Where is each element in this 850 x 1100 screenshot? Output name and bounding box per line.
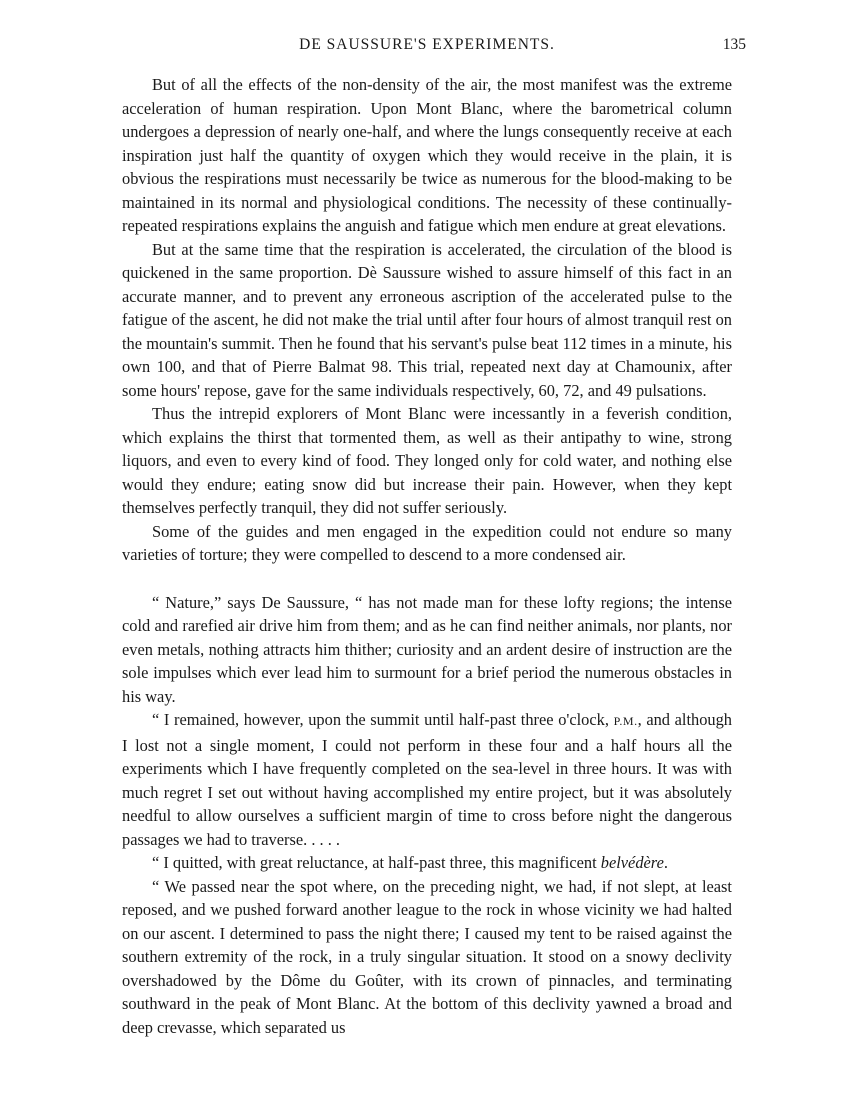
- body-text: [122, 73, 732, 1039]
- quote-quitted: [122, 851, 732, 875]
- quote-nature: “ Nature,” says De Saussure, “ has not made man for these lofty regions; the intense cold and rarefied air drive him from them; and as he can find neither animals, nor plants, nor even metals, nothing attracts him thither; curiosity and an ardent desire of instruction are the sole impulses which ever lead him to surmount for a brief period the numerous obstacles in his way.: [122, 592, 732, 706]
- quote-remained-summit: [122, 708, 732, 851]
- paragraph-guides-descend: Some of the guides and men engaged in the expedition could not endure so many varieties of torture; they were compelled to descend to a more condensed air.: [122, 521, 732, 564]
- quote-remained-text-b: , and although I lost not a single moment, I could not perform in these four and a half hours all the experiments which I have frequently completed on the sea-level in three hours. It was with much regret I set out without having accomplished my entire project, but it was absolutely needful to allow ourselves a sufficient margin of time to cross before night the dangerous passages we had to traverse. . . . .: [122, 710, 732, 849]
- paragraph-circulation: But at the same time that the respiration is accelerated, the circulation of the blood is quickened in the same proportion. Dè Saussure wished to assure himself of this fact in an accurate manner, and to prevent any erroneous ascription of the accelerated pulse to the fatigue of the ascent, he did not make the trial until after four hours of almost tranquil rest on the mountain's summit. Then he found that his servant's pulse beat 112 times in a minute, his own 100, and that of Pierre Balmat 98. This trial, repeated next day at Chamounix, after some hours' repose, gave for the same individuals respectively, 60, 72, and 49 pulsations.: [122, 239, 732, 400]
- belvedere-word: belvédère: [600, 853, 664, 872]
- running-head: [122, 36, 746, 56]
- pm-abbrev: P.M.: [613, 714, 638, 728]
- page-number: 135: [722, 36, 746, 53]
- quote-remained-text-a: “ I remained, however, upon the summit until half-past three o'clock,: [152, 710, 614, 729]
- quote-quitted-end: .: [663, 853, 668, 872]
- paragraph-respiration: But of all the effects of the non-density of the air, the most manifest was the extreme acceleration of human respiration. Upon Mont Blanc, where the barometrical column undergoes a depression of nearly one-half, and where the lungs consequently receive at each inspiration just half the quantity of oxygen which they would receive in the plain, it is obvious the respirations must necessarily be twice as numerous for the blood-making to be maintained in its normal and physiological conditions. The necessity of these continually-repeated respirations explains the anguish and fatigue which men endure at great elevations.: [122, 75, 732, 235]
- running-title: DE SAUSSURE'S EXPERIMENTS.: [299, 36, 555, 53]
- paragraph-feverish-condition: Thus the intrepid explorers of Mont Blanc were incessantly in a feverish condition, which explains the thirst that tormented them, as well as their antipathy to wine, strong liquors, and even to every kind of food. They longed only for cold water, and nothing else would they endure; eating snow did but increase their pain. However, when they kept themselves perfectly tranquil, they did not suffer seriously.: [122, 404, 732, 517]
- quote-passed-near: “ We passed near the spot where, on the preceding night, we had, if not slept, at least reposed, and we pushed forward another league to the rock in whose vicinity we had halted on our ascent. I determined to pass the night there; I caused my tent to be raised against the southern extremity of the rock, in a truly singular situation. It stood on a snowy declivity overshadowed by the Dôme du Goûter, with its crown of pinnacles, and terminating southward in the peak of Mont Blanc. At the bottom of this declivity yawned a broad and deep crevasse, which separated us: [122, 876, 732, 1037]
- quote-quitted-text: “ I quitted, with great reluctance, at half-past three, this magnificent: [152, 853, 601, 872]
